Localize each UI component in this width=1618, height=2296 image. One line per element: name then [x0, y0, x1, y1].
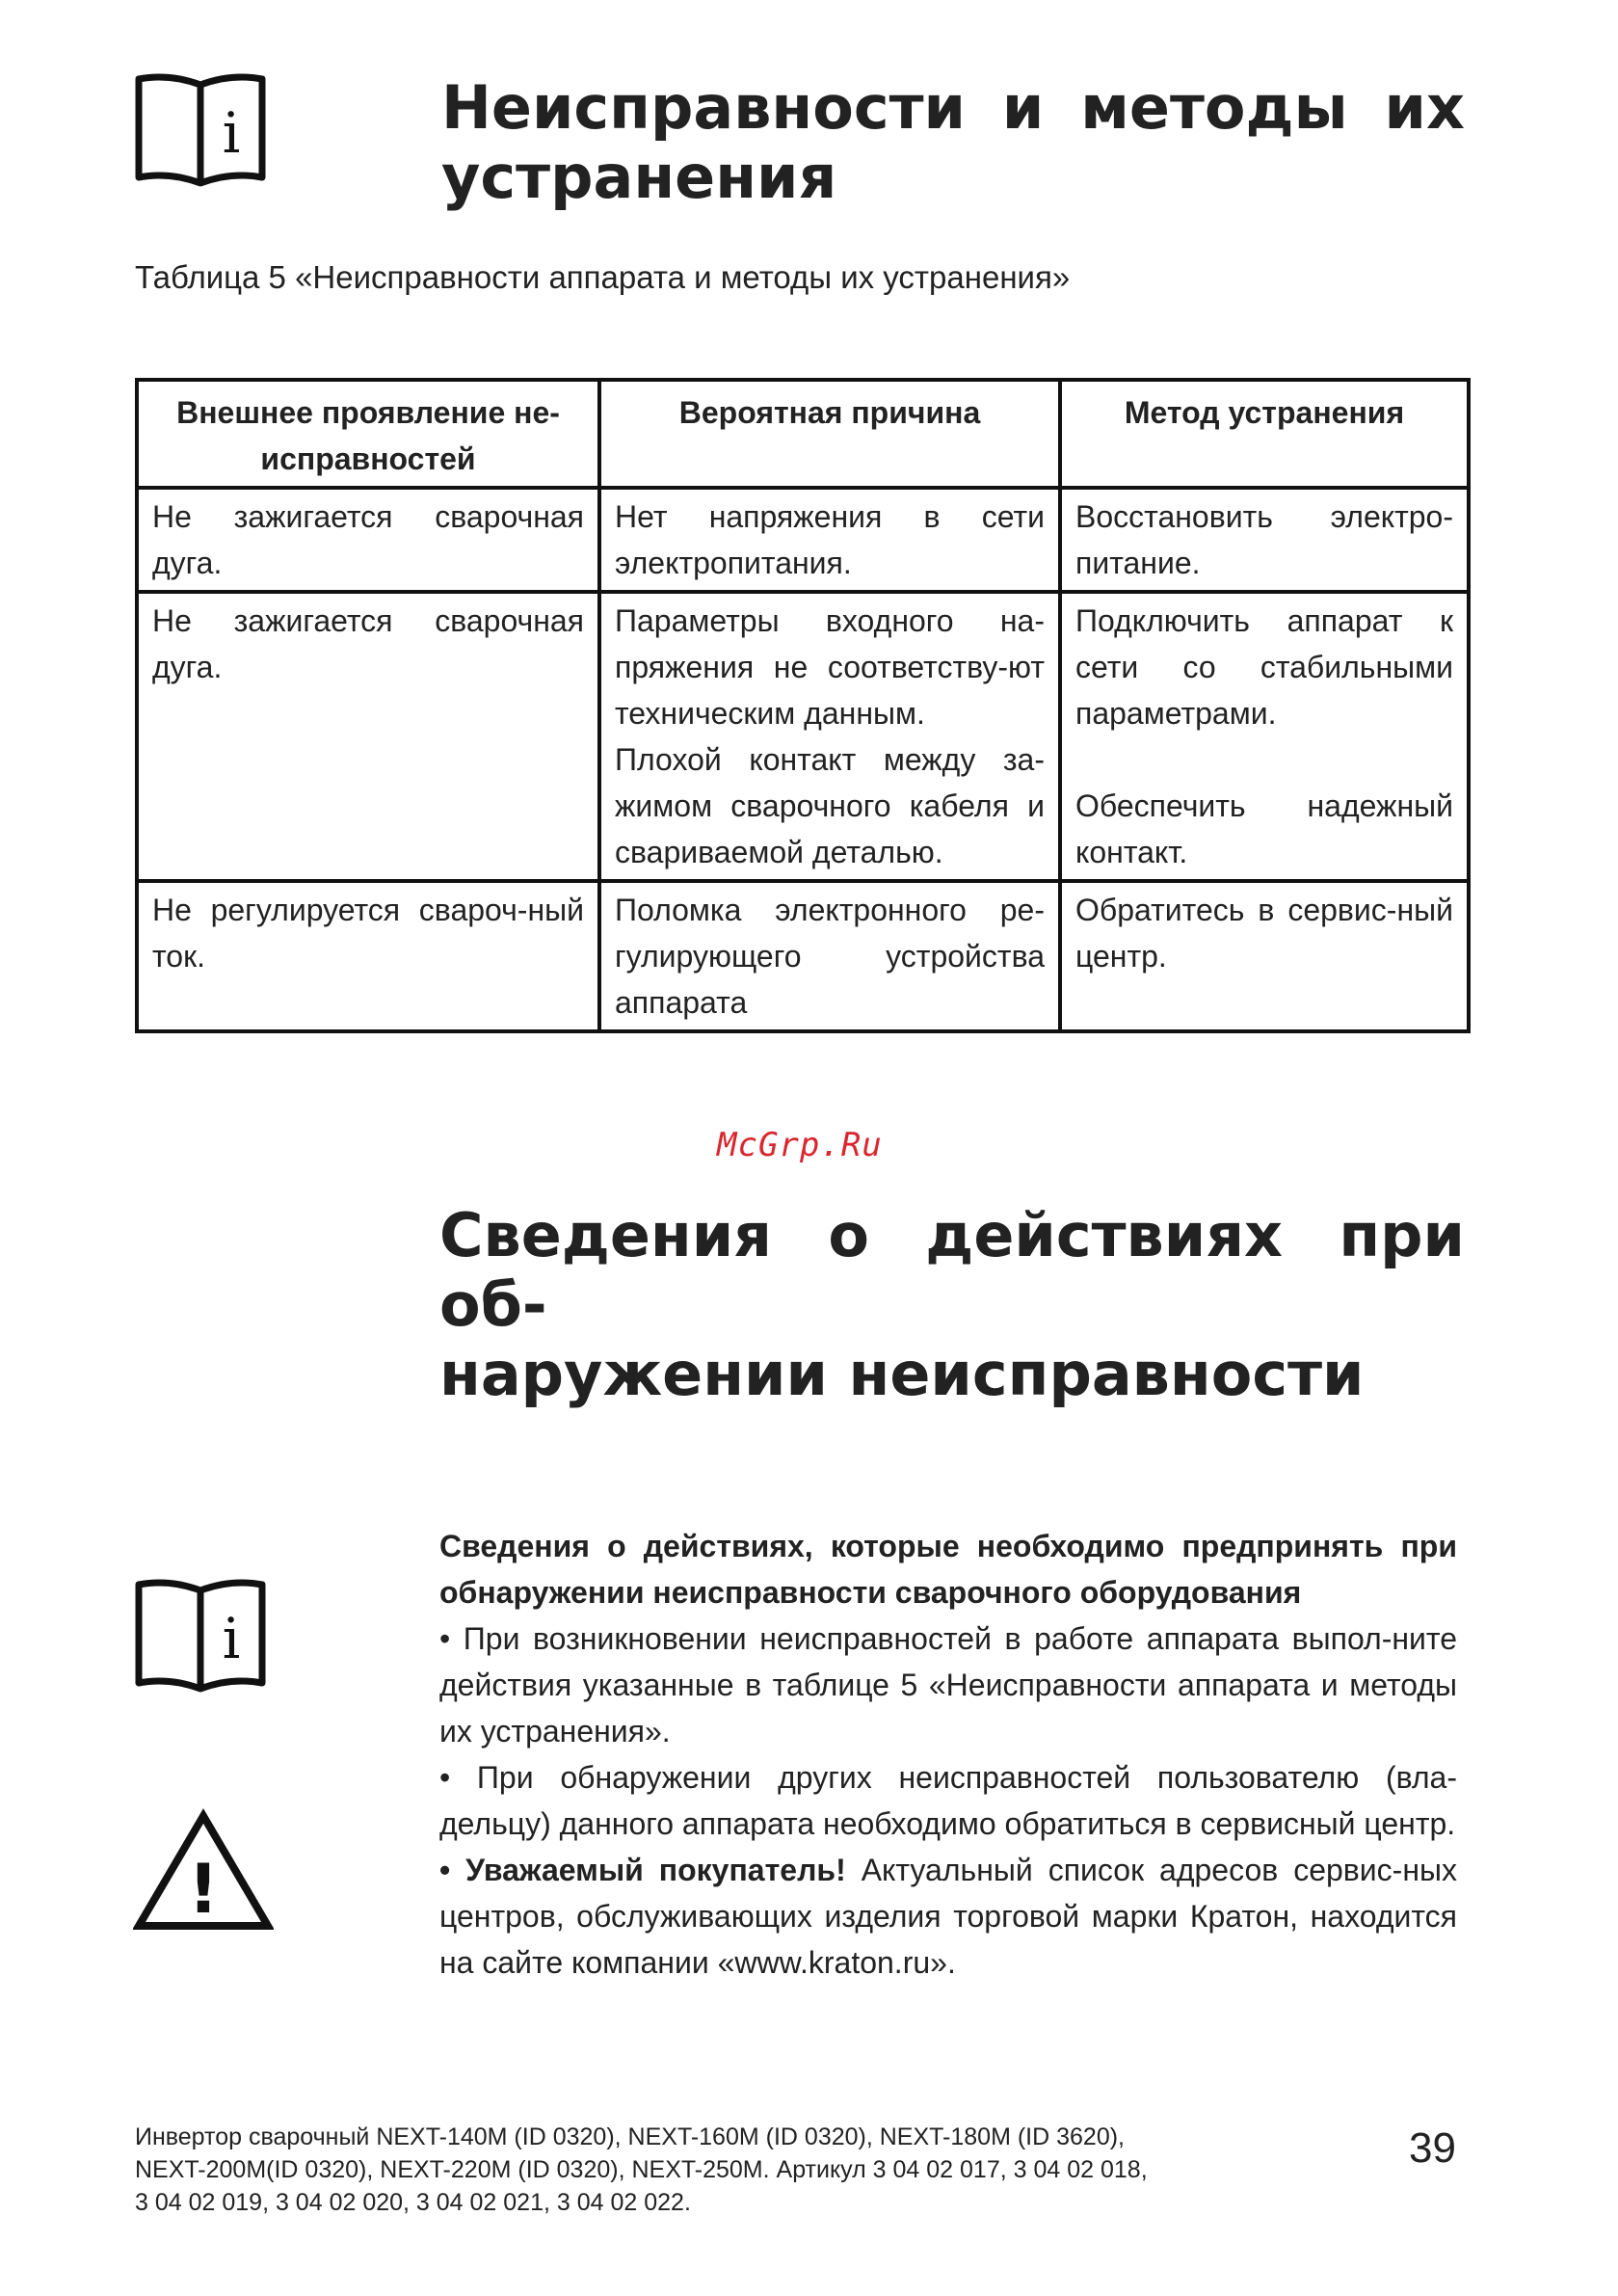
cell-remedy-part-a: Подключить аппарат к сети со стабильными параметрами.: [1075, 603, 1453, 731]
footer-line-2: NEXT-200M(ID 0320), NEXT-220M (ID 0320), NEXT-250M. Артикул 3 04 02 017, 3 04 02 018,: [135, 2156, 1148, 2183]
info-bullet-3-text: Актуальный список адресов сервис-ных центров, обслуживающих изделия торговой марки Кратон, находится на сайте компании «www.kraton.ru».: [439, 1853, 1458, 1980]
footer-line-1: Инвертор сварочный NEXT-140M (ID 0320), NEXT-160M (ID 0320), NEXT-180M (ID 3620),: [135, 2123, 1126, 2150]
faults-table: [135, 378, 1471, 1033]
table-header-row: [137, 380, 1469, 488]
cell-cause: [599, 592, 1060, 881]
info-book-icon: [133, 71, 268, 189]
footer: [135, 2121, 1291, 2219]
section-title-line1: Неисправности и методы их: [441, 72, 1465, 143]
cell-symptom: Не зажигается сварочная дуга.: [137, 592, 599, 881]
page-number: 39: [1409, 2124, 1456, 2172]
info-bullet-3-bold: • Уважаемый покупатель!: [439, 1853, 846, 1887]
info-block: [439, 1523, 1457, 1986]
cell-cause: Нет напряжения в сети электропитания.: [599, 488, 1060, 592]
table-row: [137, 881, 1469, 1031]
cell-cause: Поломка электронного ре-гулирующего устройства аппарата: [599, 881, 1060, 1031]
cell-symptom: Не зажигается сварочная дуга.: [137, 488, 599, 592]
section-title-line2: наружении неисправности: [439, 1339, 1365, 1409]
warning-triangle-icon: [133, 1808, 274, 1934]
info-bullet-3: [439, 1847, 1457, 1986]
table-row: [137, 488, 1469, 592]
cell-remedy: Обратитесь в сервис-ный центр.: [1060, 881, 1469, 1031]
cell-symptom: Не регулируется свароч-ный ток.: [137, 881, 599, 1031]
watermark: McGrp.Ru: [717, 1126, 883, 1164]
header-symptom: Внешнее проявление не-исправностей: [137, 380, 599, 488]
cell-remedy-part-b: Обеспечить надежный контакт.: [1075, 788, 1453, 869]
info-bullet-1: • При возникновении неисправностей в работе аппарата выпол-ните действия указанные в таблице 5 «Неисправности аппарата и методы их устранения».: [439, 1621, 1457, 1749]
info-icon-letter: i: [222, 100, 241, 166]
section-title-faults: [441, 73, 1465, 212]
header-remedy: Метод устранения: [1060, 380, 1469, 488]
section-title-actions: [439, 1201, 1465, 1409]
section-title-line2: устранения: [441, 142, 837, 212]
warning-icon-mark: !: [188, 1850, 219, 1929]
footer-line-3: 3 04 02 019, 3 04 02 020, 3 04 02 021, 3 04 02 022.: [135, 2189, 691, 2216]
info-book-icon: [133, 1577, 268, 1695]
info-bullet-2: • При обнаружении других неисправностей пользователю (вла-дельцу) данного аппарата необходимо обратиться в сервисный центр.: [439, 1760, 1457, 1841]
header-cause: Вероятная причина: [599, 380, 1060, 488]
info-heading: Сведения о действиях, которые необходимо предпринять при обнаружении неисправности сварочного оборудования: [439, 1529, 1457, 1610]
cell-cause-part-a: Параметры входного на-пряжения не соответству-ют техническим данным.: [615, 603, 1045, 731]
table-row: [137, 592, 1469, 881]
section-title-line1: Сведения о действиях при об-: [439, 1200, 1465, 1340]
table-caption: Таблица 5 «Неисправности аппарата и методы их устранения»: [135, 259, 1071, 295]
info-icon-letter: i: [222, 1606, 241, 1671]
cell-remedy: [1060, 592, 1469, 881]
cell-remedy: Восстановить электро-питание.: [1060, 488, 1469, 592]
cell-cause-part-b: Плохой контакт между за-жимом сварочного кабеля и свариваемой деталью.: [615, 742, 1045, 869]
